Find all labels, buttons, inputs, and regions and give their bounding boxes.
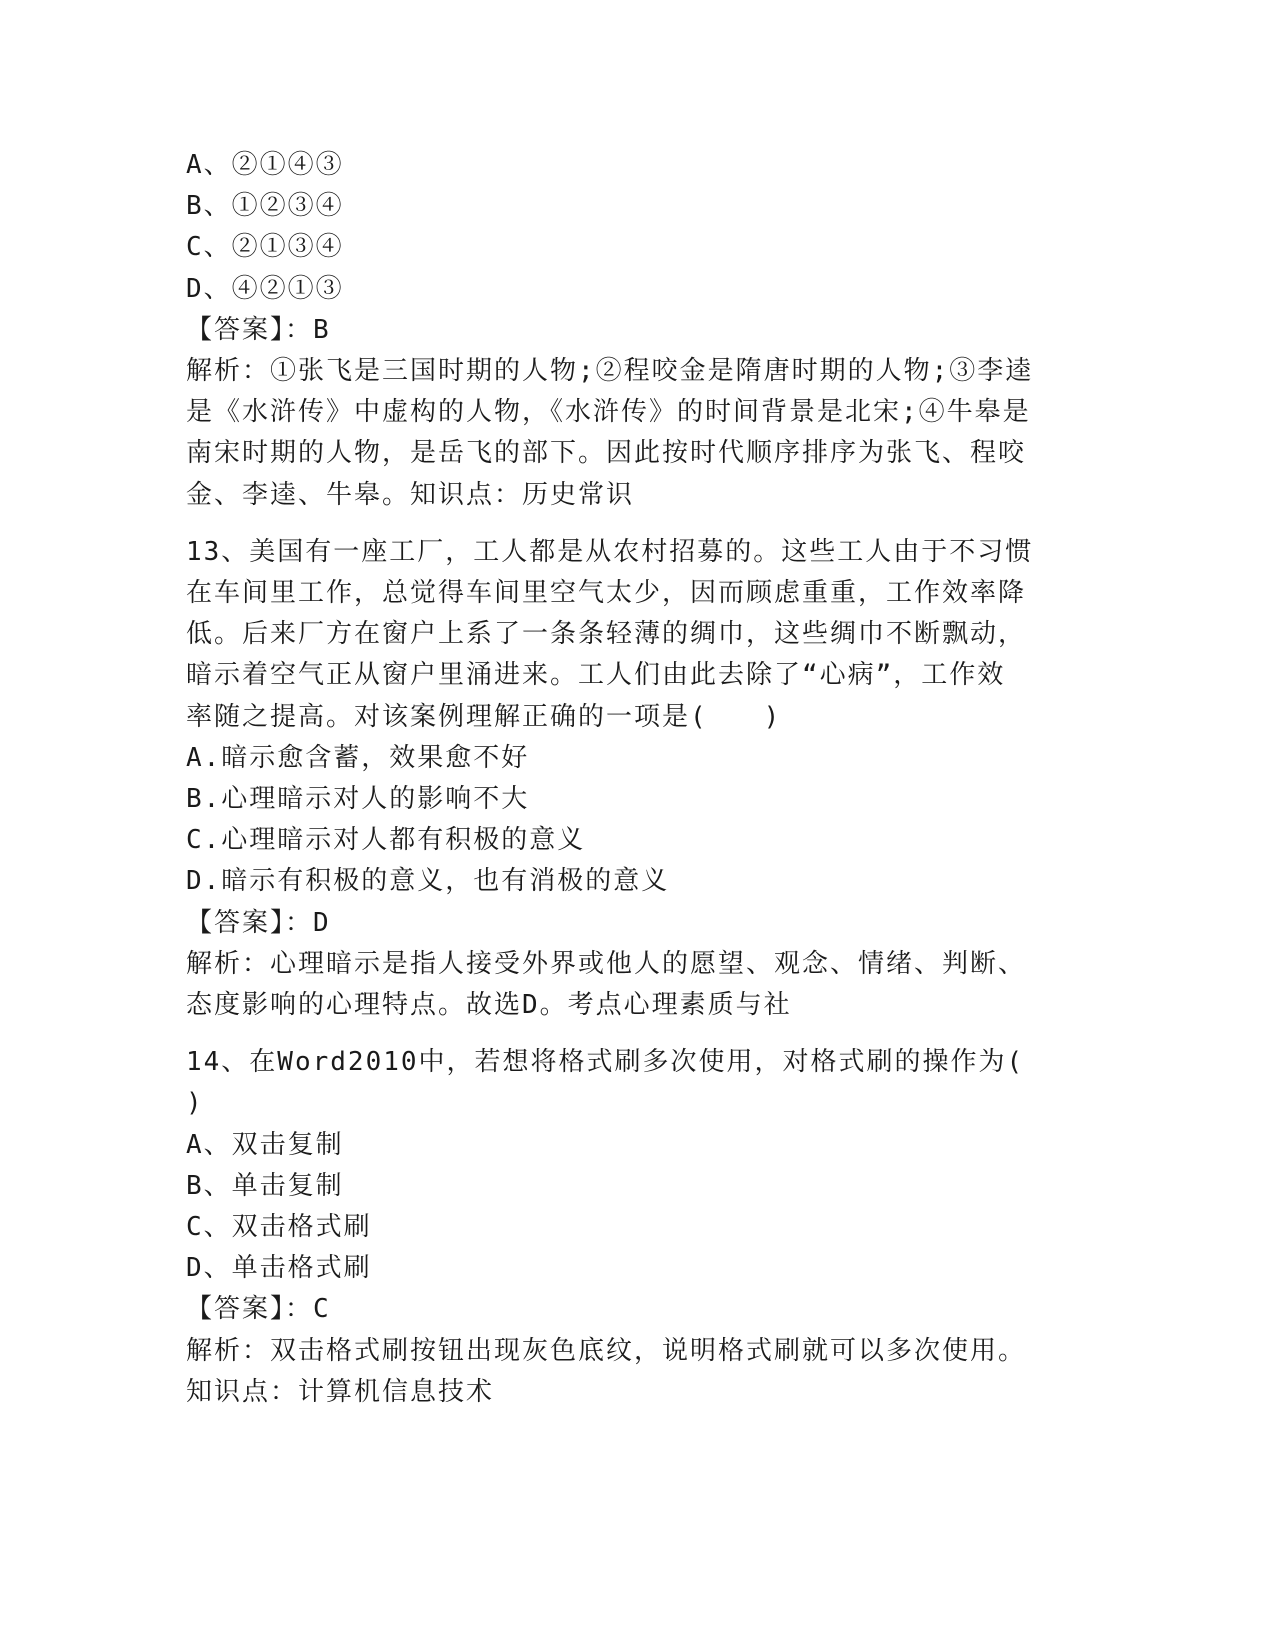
option-a: A.暗示愈含蓄，效果愈不好 [186,742,530,773]
analysis-line: 解析：①张飞是三国时期的人物;②程咬金是隋唐时期的人物;③李逵 [186,356,1034,387]
answer-line: 【答案】：B [186,314,331,345]
question-text-line: 14、在Word2010中，若想将格式刷多次使用，对格式刷的操作为( [186,1047,1025,1078]
analysis-line: 知识点：计算机信息技术 [186,1376,495,1407]
analysis-line: 金、李逵、牛皋。知识点：历史常识 [186,479,635,510]
document-page [186,145,1076,1413]
question-text-line: 暗示着空气正从窗户里涌进来。工人们由此去除了“心病”，工作效 [186,660,1006,691]
option-c: C、双击格式刷 [186,1212,372,1243]
question-text-line: ) [186,1088,204,1119]
option-c: C、②①③④ [186,232,344,263]
option-c: C.心理暗示对人都有积极的意义 [186,825,586,856]
option-b: B、①②③④ [186,191,344,222]
question-14-block [186,1042,1076,1413]
question-13-block [186,532,1076,1026]
option-a: A、②①④③ [186,150,344,180]
question-text-line: 率随之提高。对该案例理解正确的一项是( ) [186,701,782,732]
analysis-line: 是《水浒传》中虚构的人物，《水浒传》的时间背景是北宋;④牛皋是 [186,397,1031,428]
analysis-line: 解析：心理暗示是指人接受外界或他人的愿望、观念、情绪、判断、 [186,948,1027,979]
option-d: D.暗示有积极的意义，也有消极的意义 [186,866,670,897]
question-text-line: 在车间里工作，总觉得车间里空气太少，因而顾虑重重，工作效率降 [186,578,1027,609]
analysis-line: 解析：双击格式刷按钮出现灰色底纹，说明格式刷就可以多次使用。 [186,1335,1027,1366]
block-spacer [186,1026,1076,1042]
question-text-line: 低。后来厂方在窗户上系了一条条轻薄的绸巾，这些绸巾不断飘动， [186,619,1027,650]
analysis-line: 态度影响的心理特点。故选D。考点心理素质与社 [186,990,792,1021]
answer-line: 【答案】：C [186,1294,331,1325]
option-d: D、单击格式刷 [186,1253,372,1284]
question-text-line: 13、美国有一座工厂，工人都是从农村招募的。这些工人由于不习惯 [186,536,1034,567]
question-12-block [186,145,1076,516]
option-a: A、双击复制 [186,1129,344,1160]
block-spacer [186,516,1076,532]
analysis-line: 南宋时期的人物，是岳飞的部下。因此按时代顺序排序为张飞、程咬 [186,438,1027,469]
option-b: B、单击复制 [186,1170,344,1201]
option-b: B.心理暗示对人的影响不大 [186,784,530,815]
answer-line: 【答案】：D [186,907,331,938]
option-d: D、④②①③ [186,273,344,304]
